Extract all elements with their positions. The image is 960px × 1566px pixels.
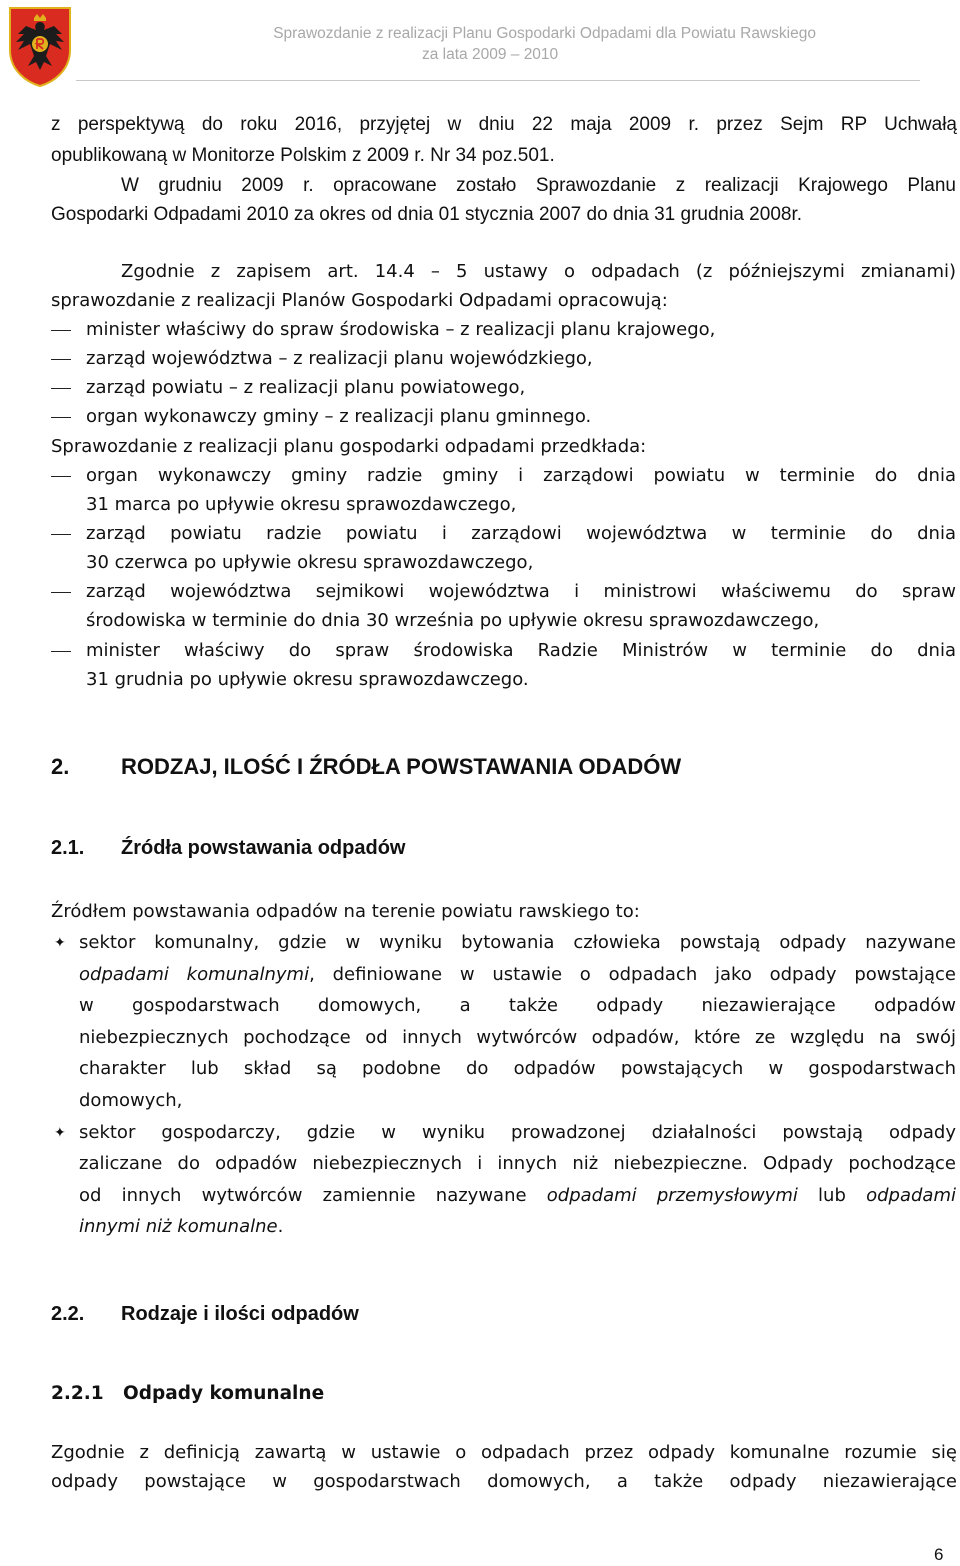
page-header <box>0 0 960 92</box>
paragraph-line: Źródłem powstawania odpadów na terenie powiatu rawskiego to: <box>51 901 640 922</box>
dash-bullet <box>51 534 71 535</box>
powiat-crest-icon <box>6 4 74 88</box>
list-item-continuation: domowych, <box>79 1090 183 1111</box>
list-item: sektor komunalny, gdzie w wyniku bytowania człowieka powstają odpady nazywane <box>79 932 956 953</box>
header-title: Sprawozdanie z realizacji Planu Gospodarki Odpadami dla Powiatu Rawskiego <box>273 25 816 42</box>
italic-term: odpadami <box>866 1185 956 1206</box>
list-item-continuation: niebezpiecznych pochodzące od innych wytwórców odpadów, które ze względu na swój <box>79 1027 956 1048</box>
list-item: zarząd powiatu radzie powiatu i zarządowi województwa w terminie do dnia <box>86 523 956 544</box>
text-run: lub <box>797 1185 867 1206</box>
list-item: sektor gospodarczy, gdzie w wyniku prowadzonej działalności powstają odpady <box>79 1122 956 1143</box>
dash-bullet <box>51 592 71 593</box>
list-item: minister właściwy do spraw środowiska – z realizacji planu krajowego, <box>86 319 716 340</box>
header-divider <box>76 80 920 81</box>
list-item-continuation <box>79 1215 956 1239</box>
list-item: zarząd województwa sejmikowi województwa i ministrowi właściwemu do spraw <box>86 581 956 602</box>
text-run: od innych wytwórców zamiennie nazywane <box>79 1185 547 1206</box>
dash-bullet <box>51 476 71 477</box>
section-number: 2. <box>51 754 70 779</box>
paragraph-line: Zgodnie z zapisem art. 14.4 – 5 ustawy o odpadach (z późniejszymi zmianami) <box>121 261 956 282</box>
list-item: organ wykonawczy gminy radzie gminy i zarządowi powiatu w terminie do dnia <box>86 465 956 486</box>
dash-bullet <box>51 359 71 360</box>
list-item-continuation: charakter lub skład są podobne do odpadów powstających w gospodarstwach <box>79 1058 956 1079</box>
italic-term: odpadami przemysłowymi <box>546 1185 798 1206</box>
section-heading: Odpady komunalne <box>123 1383 325 1404</box>
list-item-continuation: środowiska w terminie do dnia 30 września po upływie okresu sprawozdawczego, <box>86 610 820 631</box>
paragraph-line: z perspektywą do roku 2016, przyjętej w dniu 22 maja 2009 r. przez Sejm RP Uchwałą <box>51 114 957 135</box>
list-item: zarząd województwa – z realizacji planu wojewódzkiego, <box>86 348 593 369</box>
section-heading: Źródła powstawania odpadów <box>121 837 406 859</box>
text-run: , definiowane w ustawie o odpadach jako odpady powstające <box>309 964 956 985</box>
paragraph-line: W grudniu 2009 r. opracowane zostało Sprawozdanie z realizacji Krajowego Planu <box>121 175 956 196</box>
list-item-continuation: w gospodarstwach domowych, a także odpady niezawierające odpadów <box>79 995 956 1016</box>
section-heading: RODZAJ, ILOŚĆ I ŹRÓDŁA POWSTAWANIA ODADÓW <box>121 754 682 779</box>
dash-bullet <box>51 417 71 418</box>
list-item-continuation: 30 czerwca po upływie okresu sprawozdawczego, <box>86 552 534 573</box>
list-item: zarząd powiatu – z realizacji planu powiatowego, <box>86 377 526 398</box>
dash-bullet <box>51 388 71 389</box>
paragraph-line: Gospodarki Odpadami 2010 za okres od dnia 01 stycznia 2007 do dnia 31 grudnia 2008r. <box>51 204 803 225</box>
italic-term: odpadami komunalnymi <box>79 964 310 985</box>
section-number: 2.2. <box>51 1303 85 1325</box>
list-item-continuation <box>79 963 956 987</box>
dash-bullet <box>51 330 71 331</box>
paragraph-line: odpady powstające w gospodarstwach domowych, a także odpady niezawierające <box>51 1471 957 1492</box>
bullet-icon: ✦ <box>54 935 66 951</box>
header-subtitle: za lata 2009 – 2010 <box>422 46 559 63</box>
paragraph-line: Zgodnie z definicją zawartą w ustawie o odpadach przez odpady komunalne rozumie się <box>51 1442 957 1463</box>
list-item-continuation <box>79 1184 956 1208</box>
italic-term: innymi niż komunalne <box>79 1216 278 1237</box>
text-run: . <box>277 1216 284 1237</box>
list-item-continuation: 31 grudnia po upływie okresu sprawozdawczego. <box>86 669 529 690</box>
paragraph-line: opublikowaną w Monitorze Polskim z 2009 r. Nr 34 poz.501. <box>51 145 555 166</box>
list-item-continuation: zaliczane do odpadów niebezpiecznych i innych niż niebezpieczne. Odpady pochodzące <box>79 1153 956 1174</box>
list-item: minister właściwy do spraw środowiska Radzie Ministrów w terminie do dnia <box>86 640 956 661</box>
bullet-icon: ✦ <box>54 1125 66 1141</box>
list-item-continuation: 31 marca po upływie okresu sprawozdawczego, <box>86 494 517 515</box>
section-number: 2.1. <box>51 837 85 859</box>
paragraph-line: sprawozdanie z realizacji Planów Gospodarki Odpadami opracowują: <box>51 290 668 311</box>
section-number: 2.2.1 <box>51 1383 104 1404</box>
page-number: 6 <box>934 1545 944 1564</box>
dash-bullet <box>51 651 71 652</box>
section-heading: Rodzaje i ilości odpadów <box>121 1303 359 1325</box>
paragraph-line: Sprawozdanie z realizacji planu gospodarki odpadami przedkłada: <box>51 436 647 457</box>
list-item: organ wykonawczy gminy – z realizacji planu gminnego. <box>86 406 592 427</box>
